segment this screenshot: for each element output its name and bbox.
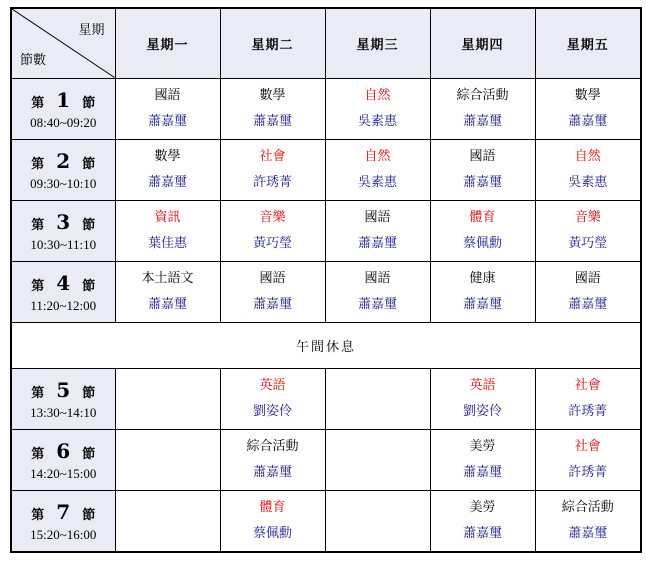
- period-number: 5: [56, 378, 71, 403]
- period-label: [12, 377, 115, 403]
- class-cell: [430, 200, 535, 261]
- subject-name: 社會: [574, 439, 601, 455]
- empty-cell: [325, 491, 430, 552]
- class-cell: [220, 139, 325, 200]
- class-cell: [535, 491, 641, 552]
- period-label: [12, 499, 115, 525]
- period-cell: [11, 491, 115, 552]
- teacher-name: 吳素惠: [357, 113, 397, 129]
- class-cell: [430, 491, 535, 552]
- timetable: [10, 7, 642, 553]
- teacher-name: 許琇菁: [252, 174, 292, 190]
- corner-day-label: 星期: [78, 23, 105, 38]
- class-cell: [325, 261, 430, 322]
- subject-name: 綜合活動: [456, 87, 509, 103]
- teacher-name: 蕭嘉璽: [252, 296, 292, 312]
- teacher-name: 蕭嘉璽: [462, 296, 502, 312]
- period-time: 13:30~14:10: [30, 405, 97, 421]
- teacher-name: 蕭嘉璽: [568, 113, 608, 129]
- subject-name: 健康: [469, 270, 496, 286]
- period-suffix: 節: [82, 508, 96, 524]
- corner-period-label: 節數: [20, 53, 47, 68]
- subject-name: 自然: [574, 148, 601, 164]
- class-cell: [535, 200, 641, 261]
- subject-name: 國語: [364, 209, 391, 225]
- period-label: [12, 270, 115, 296]
- teacher-name: 蕭嘉璽: [147, 174, 187, 190]
- period-time: 10:30~11:10: [30, 236, 97, 252]
- period-number: 3: [56, 209, 71, 234]
- teacher-name: 蕭嘉璽: [568, 526, 608, 542]
- corner-cell: [11, 8, 115, 78]
- teacher-name: 葉佳惠: [147, 235, 187, 251]
- subject-name: 社會: [259, 148, 286, 164]
- period-time: 08:40~09:20: [30, 114, 97, 130]
- teacher-name: 吳素惠: [568, 174, 608, 190]
- empty-cell: [325, 369, 430, 430]
- teacher-name: 黃巧瑩: [252, 235, 292, 251]
- lunch-break: 午間休息: [11, 323, 641, 369]
- teacher-name: 蕭嘉璽: [462, 526, 502, 542]
- period-suffix: 節: [82, 386, 96, 402]
- subject-name: 美勞: [469, 500, 496, 516]
- class-cell: [430, 430, 535, 491]
- class-cell: [220, 78, 325, 139]
- period-time: 09:30~10:10: [30, 175, 97, 191]
- teacher-name: 蔡佩勳: [462, 235, 502, 251]
- class-cell: [430, 369, 535, 430]
- subject-name: 國語: [469, 148, 496, 164]
- subject-name: 本土語文: [141, 270, 194, 286]
- class-cell: [535, 430, 641, 491]
- day-header: 星期三: [325, 8, 430, 78]
- class-cell: [430, 261, 535, 322]
- subject-name: 體育: [469, 209, 496, 225]
- teacher-name: 劉姿伶: [252, 404, 292, 420]
- teacher-name: 蕭嘉璽: [462, 113, 502, 129]
- period-number: 1: [56, 87, 71, 112]
- period-row: [11, 369, 641, 430]
- period-number: 7: [56, 500, 71, 525]
- subject-name: 國語: [364, 270, 391, 286]
- class-cell: [220, 369, 325, 430]
- teacher-name: 蕭嘉璽: [357, 296, 397, 312]
- subject-name: 數學: [574, 87, 601, 103]
- subject-name: 國語: [154, 87, 181, 103]
- period-prefix: 第: [31, 217, 45, 233]
- class-cell: [115, 78, 220, 139]
- subject-name: 音樂: [574, 209, 601, 225]
- class-cell: [325, 139, 430, 200]
- subject-name: 社會: [574, 378, 601, 394]
- subject-name: 國語: [574, 270, 601, 286]
- period-prefix: 第: [31, 447, 45, 463]
- period-label: [12, 148, 115, 174]
- class-cell: [325, 200, 430, 261]
- period-time: 11:20~12:00: [30, 297, 97, 313]
- period-cell: [11, 200, 115, 261]
- period-suffix: 節: [82, 217, 96, 233]
- teacher-name: 蕭嘉璽: [462, 174, 502, 190]
- subject-name: 資訊: [154, 209, 181, 225]
- period-prefix: 第: [31, 156, 45, 172]
- teacher-name: 許琇菁: [568, 404, 608, 420]
- teacher-name: 許琇菁: [568, 465, 608, 481]
- class-cell: [535, 139, 641, 200]
- teacher-name: 黃巧瑩: [568, 235, 608, 251]
- period-suffix: 節: [82, 447, 96, 463]
- day-header: 星期二: [220, 8, 325, 78]
- period-cell: [11, 369, 115, 430]
- period-label: [12, 209, 115, 235]
- period-prefix: 第: [31, 278, 45, 294]
- class-cell: [220, 261, 325, 322]
- empty-cell: [325, 430, 430, 491]
- class-cell: [535, 369, 641, 430]
- class-cell: [115, 261, 220, 322]
- class-cell: [535, 261, 641, 322]
- teacher-name: 蔡佩勳: [252, 526, 292, 542]
- teacher-name: 蕭嘉璽: [252, 465, 292, 481]
- period-row: [11, 78, 641, 139]
- period-cell: [11, 430, 115, 491]
- day-header: 星期四: [430, 8, 535, 78]
- subject-name: 英語: [469, 378, 496, 394]
- teacher-name: 蕭嘉璽: [252, 113, 292, 129]
- period-row: [11, 491, 641, 552]
- period-prefix: 第: [31, 508, 45, 524]
- period-suffix: 節: [82, 278, 96, 294]
- class-cell: [535, 78, 641, 139]
- subject-name: 自然: [364, 87, 391, 103]
- class-cell: [220, 491, 325, 552]
- class-cell: [220, 430, 325, 491]
- class-cell: [430, 78, 535, 139]
- teacher-name: 劉姿伶: [462, 404, 502, 420]
- period-suffix: 節: [82, 156, 96, 172]
- period-row: [11, 139, 641, 200]
- period-prefix: 第: [31, 386, 45, 402]
- teacher-name: 蕭嘉璽: [147, 113, 187, 129]
- class-cell: [325, 78, 430, 139]
- empty-cell: [115, 491, 220, 552]
- period-prefix: 第: [31, 95, 45, 111]
- period-row: [11, 261, 641, 322]
- period-suffix: 節: [82, 95, 96, 111]
- subject-name: 音樂: [259, 209, 286, 225]
- subject-name: 綜合活動: [246, 439, 299, 455]
- period-row: [11, 200, 641, 261]
- teacher-name: 吳素惠: [357, 174, 397, 190]
- header-row: [11, 8, 641, 78]
- subject-name: 體育: [259, 500, 286, 516]
- subject-name: 綜合活動: [561, 500, 614, 516]
- period-cell: [11, 139, 115, 200]
- subject-name: 美勞: [469, 439, 496, 455]
- empty-cell: [115, 430, 220, 491]
- subject-name: 數學: [259, 87, 286, 103]
- subject-name: 數學: [154, 148, 181, 164]
- period-number: 6: [56, 439, 71, 464]
- period-cell: [11, 261, 115, 322]
- class-cell: [115, 139, 220, 200]
- class-cell: [220, 200, 325, 261]
- subject-name: 國語: [259, 270, 286, 286]
- class-cell: [430, 139, 535, 200]
- period-time: 15:20~16:00: [30, 527, 97, 543]
- period-row: [11, 430, 641, 491]
- teacher-name: 蕭嘉璽: [568, 296, 608, 312]
- subject-name: 英語: [259, 378, 286, 394]
- period-label: [12, 438, 115, 464]
- period-label: [12, 87, 115, 113]
- class-cell: [115, 200, 220, 261]
- day-header: 星期一: [115, 8, 220, 78]
- period-number: 4: [56, 270, 71, 295]
- timetable-body: [11, 78, 641, 552]
- teacher-name: 蕭嘉璽: [147, 296, 187, 312]
- day-header: 星期五: [535, 8, 641, 78]
- subject-name: 自然: [364, 148, 391, 164]
- period-time: 14:20~15:00: [30, 466, 97, 482]
- period-cell: [11, 78, 115, 139]
- lunch-row: [11, 323, 641, 369]
- period-number: 2: [56, 148, 71, 173]
- empty-cell: [115, 369, 220, 430]
- teacher-name: 蕭嘉璽: [357, 235, 397, 251]
- teacher-name: 蕭嘉璽: [462, 465, 502, 481]
